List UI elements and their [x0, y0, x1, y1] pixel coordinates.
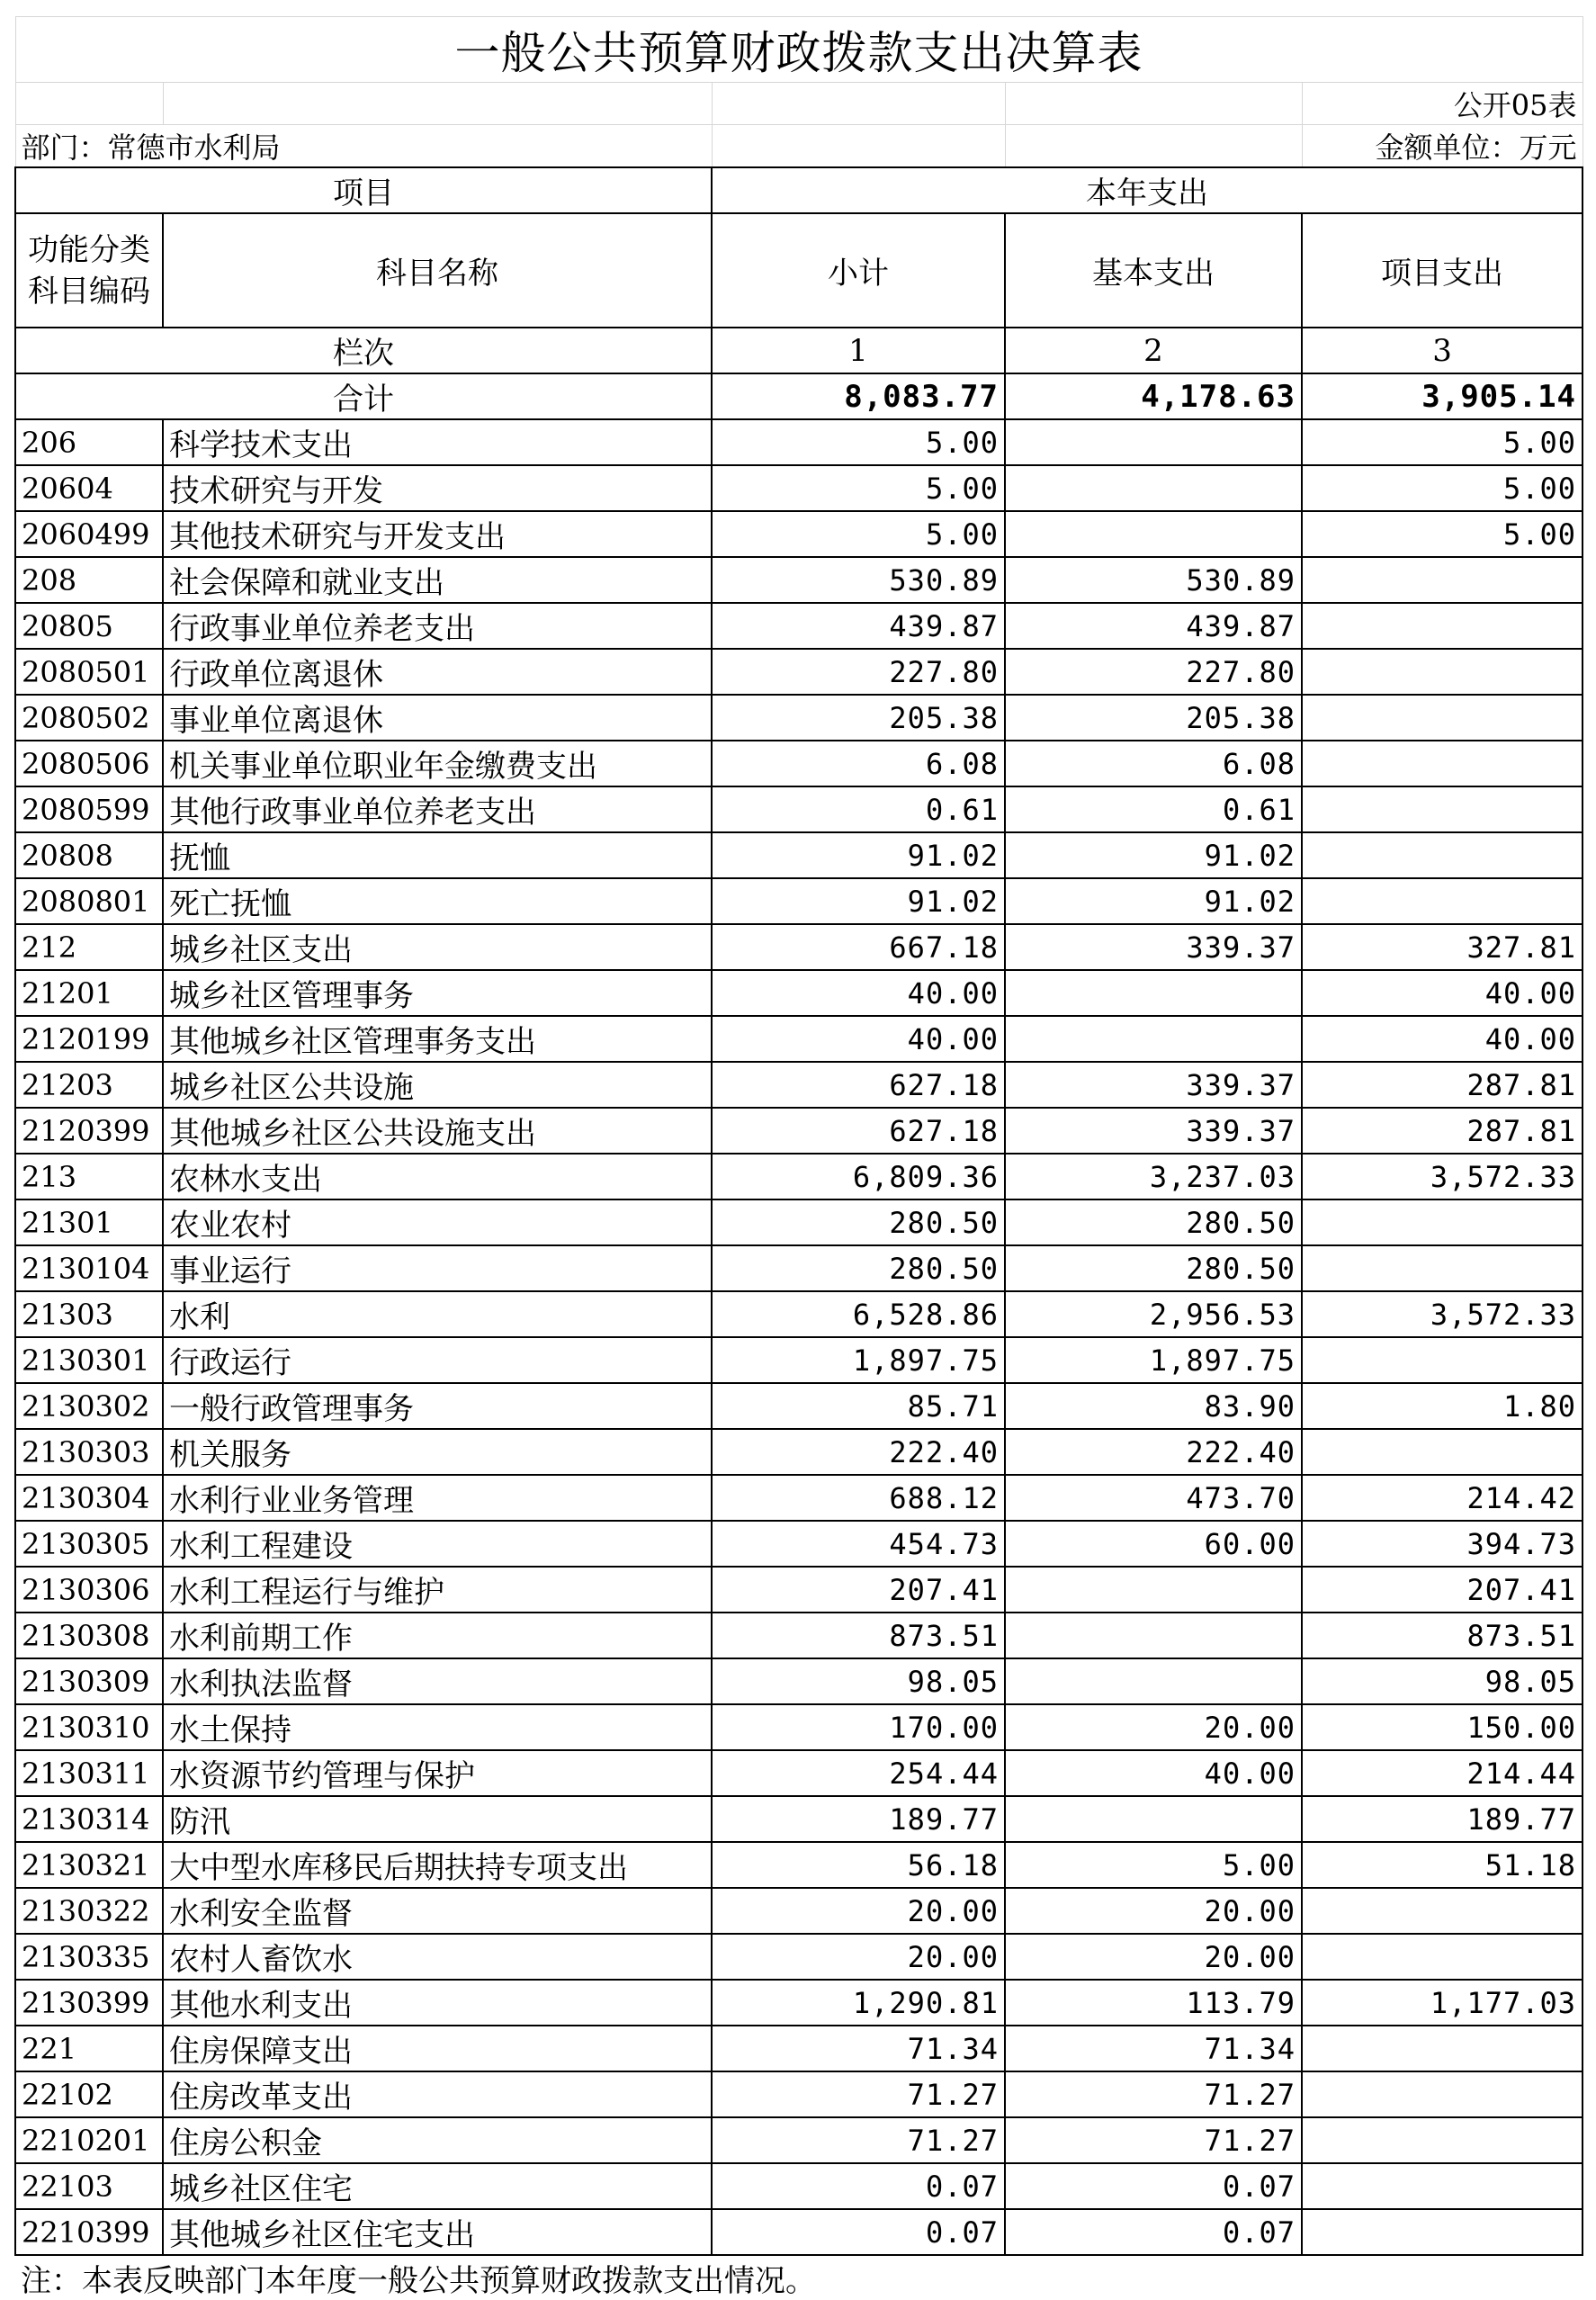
- row-name: 其他水利支出: [163, 1980, 712, 2026]
- row-subtotal: 189.77: [712, 1796, 1005, 1842]
- table-row: [15, 695, 1583, 741]
- row-name: 水利前期工作: [163, 1613, 712, 1658]
- row-subtotal: 40.00: [712, 1016, 1005, 1062]
- row-code: 2080599: [15, 786, 163, 832]
- header-subtotal: 小计: [712, 213, 1005, 328]
- table-row: [15, 1980, 1583, 2026]
- row-subtotal: 1,290.81: [712, 1980, 1005, 2026]
- row-program: 1.80: [1302, 1383, 1583, 1429]
- row-code: 2130399: [15, 1980, 163, 2026]
- row-subtotal: 20.00: [712, 1888, 1005, 1934]
- row-subtotal: 71.27: [712, 2071, 1005, 2117]
- table-row: [15, 1750, 1583, 1796]
- table-row: [15, 1383, 1583, 1429]
- row-program: [1302, 1934, 1583, 1980]
- row-subtotal: 0.61: [712, 786, 1005, 832]
- row-code: 2130308: [15, 1613, 163, 1658]
- row-code: 2130322: [15, 1888, 163, 1934]
- table-row: [15, 649, 1583, 695]
- row-code: 2210201: [15, 2117, 163, 2163]
- table-row: [15, 1199, 1583, 1245]
- row-basic: 439.87: [1005, 603, 1302, 649]
- row-basic: [1005, 419, 1302, 465]
- row-program: [1302, 2163, 1583, 2209]
- row-subtotal: 5.00: [712, 511, 1005, 557]
- row-subtotal: 439.87: [712, 603, 1005, 649]
- row-program: [1302, 832, 1583, 878]
- column-number-1: 1: [712, 328, 1005, 373]
- row-program: [1302, 2026, 1583, 2071]
- table-row: [15, 2026, 1583, 2071]
- row-code: 213: [15, 1154, 163, 1199]
- row-subtotal: 1,897.75: [712, 1337, 1005, 1383]
- row-code: 2080502: [15, 695, 163, 741]
- row-program: [1302, 1337, 1583, 1383]
- row-subtotal: 71.27: [712, 2117, 1005, 2163]
- row-subtotal: 5.00: [712, 419, 1005, 465]
- table-row: [15, 970, 1583, 1016]
- table-row: [15, 832, 1583, 878]
- row-basic: [1005, 1567, 1302, 1613]
- row-program: 98.05: [1302, 1658, 1583, 1704]
- row-name: 事业运行: [163, 1245, 712, 1291]
- row-program: [1302, 1245, 1583, 1291]
- column-number-3: 3: [1302, 328, 1583, 373]
- row-subtotal: 71.34: [712, 2026, 1005, 2071]
- table-row: [15, 2071, 1583, 2117]
- row-basic: [1005, 1796, 1302, 1842]
- table-row: [15, 1337, 1583, 1383]
- table-row: [15, 1888, 1583, 1934]
- row-subtotal: 56.18: [712, 1842, 1005, 1888]
- row-basic: [1005, 1016, 1302, 1062]
- row-program: 214.42: [1302, 1475, 1583, 1521]
- row-basic: 113.79: [1005, 1980, 1302, 2026]
- row-name: 行政事业单位养老支出: [163, 603, 712, 649]
- row-name: 其他城乡社区管理事务支出: [163, 1016, 712, 1062]
- row-code: 212: [15, 924, 163, 970]
- row-program: 287.81: [1302, 1108, 1583, 1154]
- row-subtotal: 6.08: [712, 741, 1005, 786]
- row-basic: 3,237.03: [1005, 1154, 1302, 1199]
- header-program: 项目支出: [1302, 213, 1583, 328]
- header-basic: 基本支出: [1005, 213, 1302, 328]
- table-row: [15, 1475, 1583, 1521]
- row-code: 2130309: [15, 1658, 163, 1704]
- row-basic: 71.34: [1005, 2026, 1302, 2071]
- row-code: 20604: [15, 465, 163, 511]
- table-row: [15, 741, 1583, 786]
- row-code: 22102: [15, 2071, 163, 2117]
- row-basic: 339.37: [1005, 1108, 1302, 1154]
- row-subtotal: 91.02: [712, 878, 1005, 924]
- row-code: 2080506: [15, 741, 163, 786]
- table-row: [15, 2163, 1583, 2209]
- row-name: 城乡社区管理事务: [163, 970, 712, 1016]
- row-subtotal: 280.50: [712, 1199, 1005, 1245]
- table-row: [15, 603, 1583, 649]
- row-basic: 2,956.53: [1005, 1291, 1302, 1337]
- row-basic: 222.40: [1005, 1429, 1302, 1475]
- row-code: 2130314: [15, 1796, 163, 1842]
- row-code: 2120399: [15, 1108, 163, 1154]
- row-subtotal: 91.02: [712, 832, 1005, 878]
- row-program: [1302, 878, 1583, 924]
- row-subtotal: 170.00: [712, 1704, 1005, 1750]
- row-name: 抚恤: [163, 832, 712, 878]
- row-program: 5.00: [1302, 465, 1583, 511]
- row-program: 150.00: [1302, 1704, 1583, 1750]
- row-program: [1302, 695, 1583, 741]
- header-name: 科目名称: [163, 213, 712, 328]
- column-number-2: 2: [1005, 328, 1302, 373]
- row-basic: [1005, 970, 1302, 1016]
- table-row: [15, 1245, 1583, 1291]
- row-name: 事业单位离退休: [163, 695, 712, 741]
- row-code: 2130310: [15, 1704, 163, 1750]
- total-basic: 4,178.63: [1005, 373, 1302, 419]
- row-subtotal: 254.44: [712, 1750, 1005, 1796]
- row-program: 5.00: [1302, 419, 1583, 465]
- row-code: 2130321: [15, 1842, 163, 1888]
- row-code: 206: [15, 419, 163, 465]
- row-code: 21301: [15, 1199, 163, 1245]
- row-program: [1302, 603, 1583, 649]
- row-basic: 20.00: [1005, 1888, 1302, 1934]
- row-name: 其他行政事业单位养老支出: [163, 786, 712, 832]
- row-program: 214.44: [1302, 1750, 1583, 1796]
- row-name: 住房改革支出: [163, 2071, 712, 2117]
- row-code: 2130306: [15, 1567, 163, 1613]
- row-subtotal: 280.50: [712, 1245, 1005, 1291]
- row-subtotal: 227.80: [712, 649, 1005, 695]
- row-name: 死亡抚恤: [163, 878, 712, 924]
- row-subtotal: 5.00: [712, 465, 1005, 511]
- table-row: [15, 786, 1583, 832]
- row-program: 3,572.33: [1302, 1154, 1583, 1199]
- row-code: 21203: [15, 1062, 163, 1108]
- row-code: 2210399: [15, 2209, 163, 2255]
- header-code-line2: 科目编码: [28, 273, 150, 310]
- table-row: [15, 1521, 1583, 1567]
- row-program: 51.18: [1302, 1842, 1583, 1888]
- row-basic: 339.37: [1005, 1062, 1302, 1108]
- row-basic: [1005, 465, 1302, 511]
- table-title: 一般公共预算财政拨款支出决算表: [15, 17, 1583, 83]
- header-project: 项目: [15, 167, 712, 213]
- row-program: [1302, 741, 1583, 786]
- row-program: [1302, 1199, 1583, 1245]
- row-name: 农林水支出: [163, 1154, 712, 1199]
- row-program: 40.00: [1302, 1016, 1583, 1062]
- table-row: [15, 1154, 1583, 1199]
- row-name: 住房保障支出: [163, 2026, 712, 2071]
- row-name: 其他城乡社区住宅支出: [163, 2209, 712, 2255]
- row-subtotal: 627.18: [712, 1108, 1005, 1154]
- row-subtotal: 6,809.36: [712, 1154, 1005, 1199]
- row-basic: 40.00: [1005, 1750, 1302, 1796]
- row-program: [1302, 2209, 1583, 2255]
- row-basic: 20.00: [1005, 1934, 1302, 1980]
- row-name: 住房公积金: [163, 2117, 712, 2163]
- row-subtotal: 667.18: [712, 924, 1005, 970]
- row-subtotal: 688.12: [712, 1475, 1005, 1521]
- row-subtotal: 222.40: [712, 1429, 1005, 1475]
- row-code: 2130311: [15, 1750, 163, 1796]
- row-subtotal: 627.18: [712, 1062, 1005, 1108]
- row-name: 科学技术支出: [163, 419, 712, 465]
- row-name: 其他城乡社区公共设施支出: [163, 1108, 712, 1154]
- row-basic: 91.02: [1005, 832, 1302, 878]
- row-name: 水利执法监督: [163, 1658, 712, 1704]
- row-name: 技术研究与开发: [163, 465, 712, 511]
- table-row: [15, 2209, 1583, 2255]
- row-name: 水利安全监督: [163, 1888, 712, 1934]
- row-program: 873.51: [1302, 1613, 1583, 1658]
- row-subtotal: 207.41: [712, 1567, 1005, 1613]
- row-basic: 0.07: [1005, 2209, 1302, 2255]
- table-row: [15, 1934, 1583, 1980]
- row-code: 2130304: [15, 1475, 163, 1521]
- header-current-year: 本年支出: [712, 167, 1583, 213]
- row-program: [1302, 786, 1583, 832]
- row-basic: [1005, 1613, 1302, 1658]
- row-basic: 71.27: [1005, 2071, 1302, 2117]
- row-program: 189.77: [1302, 1796, 1583, 1842]
- row-code: 2130305: [15, 1521, 163, 1567]
- row-name: 水利行业业务管理: [163, 1475, 712, 1521]
- table-row: [15, 1291, 1583, 1337]
- row-program: 287.81: [1302, 1062, 1583, 1108]
- row-name: 农业农村: [163, 1199, 712, 1245]
- row-program: [1302, 649, 1583, 695]
- row-basic: 1,897.75: [1005, 1337, 1302, 1383]
- row-subtotal: 0.07: [712, 2163, 1005, 2209]
- row-name: 城乡社区住宅: [163, 2163, 712, 2209]
- table-row: [15, 1704, 1583, 1750]
- row-subtotal: 530.89: [712, 557, 1005, 603]
- row-basic: [1005, 511, 1302, 557]
- row-name: 大中型水库移民后期扶持专项支出: [163, 1842, 712, 1888]
- row-name: 其他技术研究与开发支出: [163, 511, 712, 557]
- table-row: [15, 1842, 1583, 1888]
- row-basic: 71.27: [1005, 2117, 1302, 2163]
- row-program: 40.00: [1302, 970, 1583, 1016]
- row-name: 机关服务: [163, 1429, 712, 1475]
- row-basic: 0.61: [1005, 786, 1302, 832]
- table-row: [15, 419, 1583, 465]
- row-basic: 60.00: [1005, 1521, 1302, 1567]
- row-name: 农村人畜饮水: [163, 1934, 712, 1980]
- row-program: [1302, 2071, 1583, 2117]
- row-program: 3,572.33: [1302, 1291, 1583, 1337]
- row-basic: 280.50: [1005, 1245, 1302, 1291]
- row-name: 城乡社区支出: [163, 924, 712, 970]
- row-code: 20805: [15, 603, 163, 649]
- row-code: 20808: [15, 832, 163, 878]
- row-subtotal: 98.05: [712, 1658, 1005, 1704]
- row-program: 5.00: [1302, 511, 1583, 557]
- expenditure-table: [14, 16, 1583, 2300]
- column-number-label: 栏次: [15, 328, 712, 373]
- table-row: [15, 1613, 1583, 1658]
- row-subtotal: 85.71: [712, 1383, 1005, 1429]
- row-subtotal: 873.51: [712, 1613, 1005, 1658]
- row-name: 行政运行: [163, 1337, 712, 1383]
- row-program: [1302, 557, 1583, 603]
- row-code: 2130303: [15, 1429, 163, 1475]
- row-program: [1302, 2117, 1583, 2163]
- row-name: 社会保障和就业支出: [163, 557, 712, 603]
- row-basic: 339.37: [1005, 924, 1302, 970]
- header-code-line1: 功能分类: [28, 231, 150, 268]
- table-row: [15, 557, 1583, 603]
- row-name: 水利: [163, 1291, 712, 1337]
- table-row: [15, 1062, 1583, 1108]
- row-name: 水利工程建设: [163, 1521, 712, 1567]
- row-code: 22103: [15, 2163, 163, 2209]
- form-code: 公开05表: [1302, 83, 1583, 125]
- row-name: 一般行政管理事务: [163, 1383, 712, 1429]
- table-row: [15, 465, 1583, 511]
- row-basic: 280.50: [1005, 1199, 1302, 1245]
- row-name: 行政单位离退休: [163, 649, 712, 695]
- row-program: 327.81: [1302, 924, 1583, 970]
- table-row: [15, 511, 1583, 557]
- row-subtotal: 454.73: [712, 1521, 1005, 1567]
- table-row: [15, 1796, 1583, 1842]
- row-code: 2080801: [15, 878, 163, 924]
- row-name: 防汛: [163, 1796, 712, 1842]
- row-basic: 227.80: [1005, 649, 1302, 695]
- row-code: 2130104: [15, 1245, 163, 1291]
- total-subtotal: 8,083.77: [712, 373, 1005, 419]
- row-code: 2130302: [15, 1383, 163, 1429]
- row-subtotal: 205.38: [712, 695, 1005, 741]
- table-row: [15, 878, 1583, 924]
- table-row: [15, 1429, 1583, 1475]
- table-row: [15, 2117, 1583, 2163]
- row-code: 208: [15, 557, 163, 603]
- row-basic: 6.08: [1005, 741, 1302, 786]
- row-name: 水土保持: [163, 1704, 712, 1750]
- row-basic: 530.89: [1005, 557, 1302, 603]
- department-label: 部门：常德市水利局: [15, 125, 712, 168]
- row-basic: 5.00: [1005, 1842, 1302, 1888]
- row-basic: 20.00: [1005, 1704, 1302, 1750]
- header-code: [15, 213, 163, 328]
- row-code: 2060499: [15, 511, 163, 557]
- total-label: 合计: [15, 373, 712, 419]
- row-code: 2120199: [15, 1016, 163, 1062]
- row-program: [1302, 1888, 1583, 1934]
- row-code: 2080501: [15, 649, 163, 695]
- row-name: 机关事业单位职业年金缴费支出: [163, 741, 712, 786]
- row-basic: 205.38: [1005, 695, 1302, 741]
- row-subtotal: 0.07: [712, 2209, 1005, 2255]
- row-name: 水利工程运行与维护: [163, 1567, 712, 1613]
- row-name: 城乡社区公共设施: [163, 1062, 712, 1108]
- row-name: 水资源节约管理与保护: [163, 1750, 712, 1796]
- row-code: 21303: [15, 1291, 163, 1337]
- row-program: 207.41: [1302, 1567, 1583, 1613]
- row-subtotal: 20.00: [712, 1934, 1005, 1980]
- row-basic: 0.07: [1005, 2163, 1302, 2209]
- row-basic: 473.70: [1005, 1475, 1302, 1521]
- table-note: 注：本表反映部门本年度一般公共预算财政拨款支出情况。: [21, 2263, 816, 2299]
- row-program: [1302, 1429, 1583, 1475]
- row-basic: 83.90: [1005, 1383, 1302, 1429]
- row-program: 1,177.03: [1302, 1980, 1583, 2026]
- row-basic: [1005, 1658, 1302, 1704]
- row-program: 394.73: [1302, 1521, 1583, 1567]
- table-row: [15, 1108, 1583, 1154]
- table-row: [15, 1658, 1583, 1704]
- table-row: [15, 924, 1583, 970]
- row-subtotal: 40.00: [712, 970, 1005, 1016]
- table-row: [15, 1016, 1583, 1062]
- table-row: [15, 1567, 1583, 1613]
- row-code: 21201: [15, 970, 163, 1016]
- unit-label: 金额单位：万元: [1302, 125, 1583, 168]
- row-basic: 91.02: [1005, 878, 1302, 924]
- row-code: 221: [15, 2026, 163, 2071]
- row-code: 2130301: [15, 1337, 163, 1383]
- row-subtotal: 6,528.86: [712, 1291, 1005, 1337]
- row-code: 2130335: [15, 1934, 163, 1980]
- total-program: 3,905.14: [1302, 373, 1583, 419]
